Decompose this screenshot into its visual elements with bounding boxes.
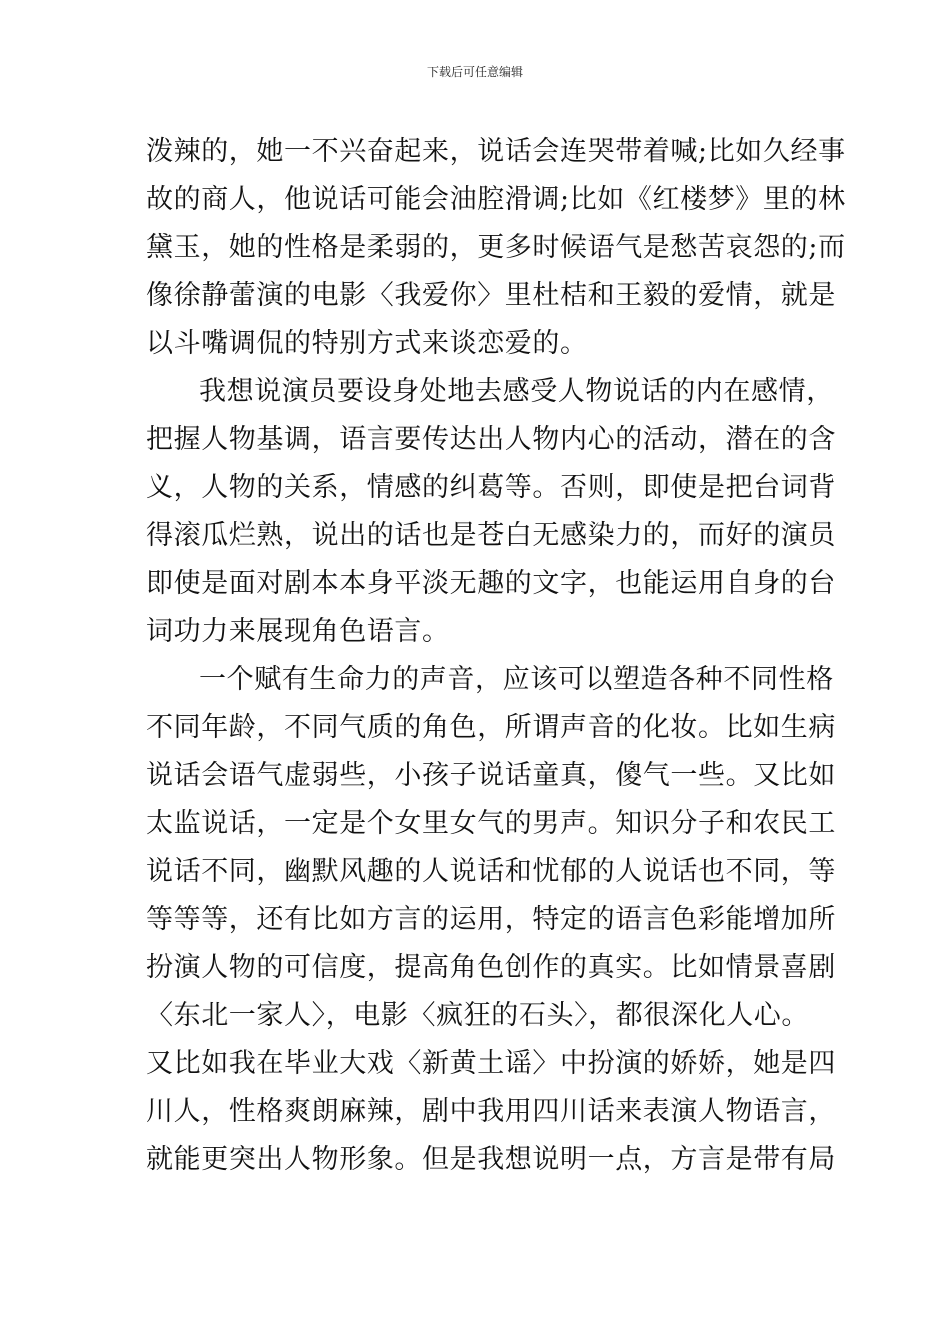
text-line: 就能更突出人物形象。但是我想说明一点，方言是带有局 <box>146 1144 836 1175</box>
text-line: 泼辣的，她一不兴奋起来，说话会连哭带着喊;比如久经事 <box>146 136 846 167</box>
text-line: 以斗嘴调侃的特别方式来谈恋爱的。 <box>146 328 588 359</box>
text-line: 得滚瓜烂熟，说出的话也是苍白无感染力的，而好的演员 <box>146 520 836 551</box>
text-line: 扮演人物的可信度，提高角色创作的真实。比如情景喜剧 <box>146 952 836 983</box>
text-line: 词功力来展现角色语言。 <box>146 616 450 647</box>
text-line: 故的商人，他说话可能会油腔滑调;比如《红楼梦》里的林 <box>146 184 846 215</box>
text-line: 说话会语气虚弱些，小孩子说话童真，傻气一些。又比如 <box>146 760 836 791</box>
text-line: 即使是面对剧本本身平淡无趣的文字，也能运用自身的台 <box>146 568 836 599</box>
text-line: 等等等，还有比如方言的运用，特定的语言色彩能增加所 <box>146 904 836 935</box>
text-line: 不同年龄，不同气质的角色，所谓声音的化妆。比如生病 <box>146 712 836 743</box>
text-line: 太监说话，一定是个女里女气的男声。知识分子和农民工 <box>146 808 836 839</box>
text-line: 黛玉，她的性格是柔弱的，更多时候语气是愁苦哀怨的;而 <box>146 232 846 263</box>
text-line: 把握人物基调，语言要传达出人物内心的活动，潜在的含 <box>146 424 836 455</box>
text-line: 义，人物的关系，情感的纠葛等。否则，即使是把台词背 <box>146 472 836 503</box>
text-line: 〈东北一家人〉，电影〈疯狂的石头〉，都很深化人心。 <box>146 1000 809 1031</box>
text-line: 又比如我在毕业大戏〈新黄土谣〉中扮演的娇娇，她是四 <box>146 1048 836 1079</box>
text-line: 像徐静蕾演的电影〈我爱你〉里杜桔和王毅的爱情，就是 <box>146 280 836 311</box>
page-header: 下载后可任意编辑 <box>426 65 523 79</box>
text-line: 川人，性格爽朗麻辣，剧中我用四川话来表演人物语言， <box>146 1096 836 1127</box>
paragraph-first-line: 一个赋有生命力的声音，应该可以塑造各种不同性格 <box>199 664 834 695</box>
body-text <box>146 128 846 1184</box>
text-line: 说话不同，幽默风趣的人说话和忧郁的人说话也不同，等 <box>146 856 836 887</box>
paragraph-first-line: 我想说演员要设身处地去感受人物说话的内在感情， <box>199 376 834 407</box>
